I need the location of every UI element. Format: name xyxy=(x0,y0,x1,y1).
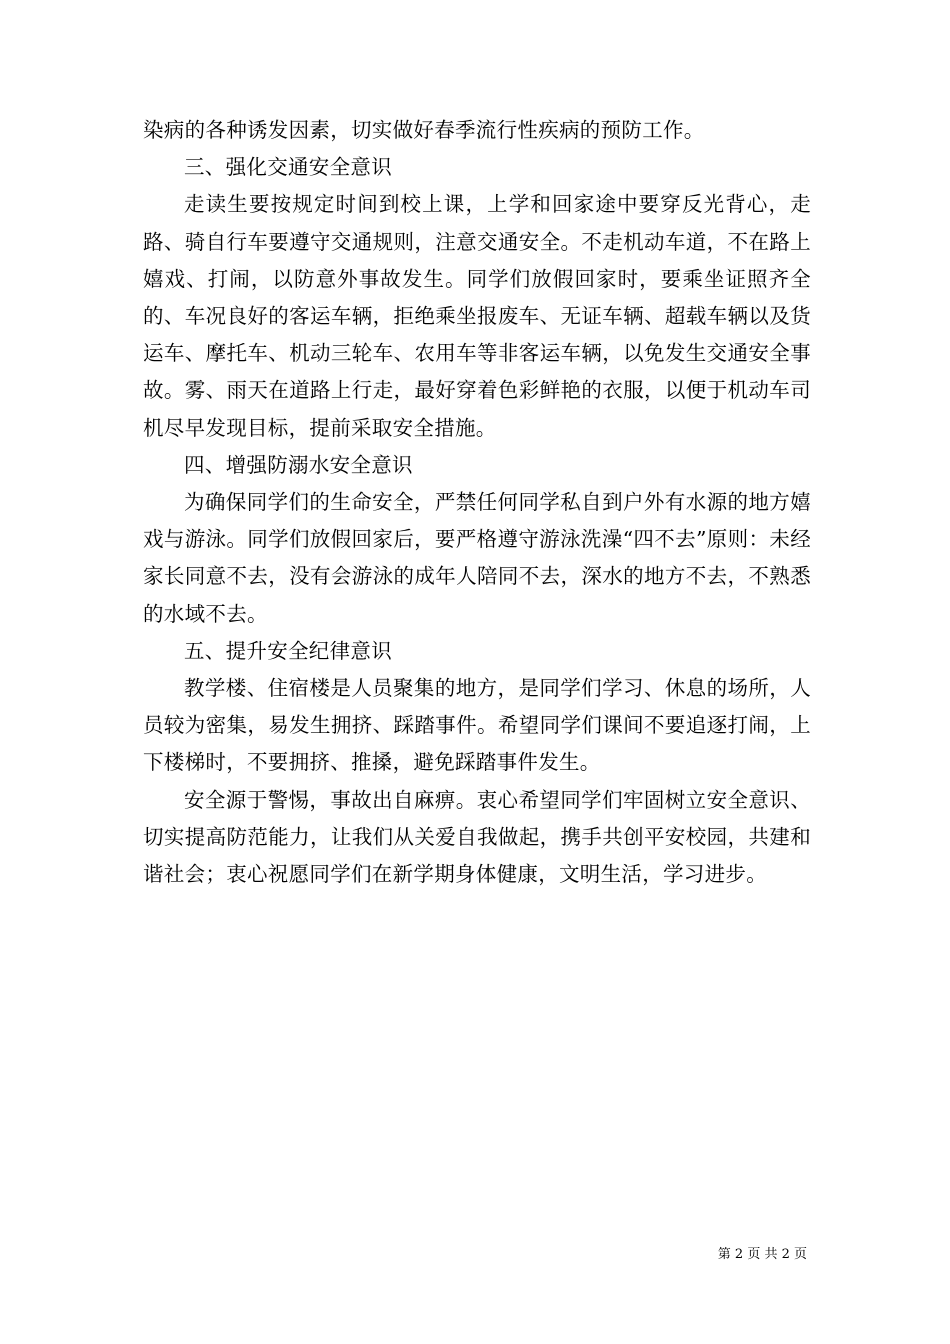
section-heading-traffic-safety: 三、强化交通安全意识 xyxy=(184,155,392,180)
page-number: 第 2 页 共 2 页 xyxy=(717,1247,807,1262)
paragraph-traffic-safety: 走读生要按规定时间到校上课，上学和回家途中要穿反光背心，走路、骑自行车要遵守交通规则，注意交通安全。不走机动车道，不在路上嬉戏、打闹，以防意外事故发生。同学们放假回家时，要乘坐证照齐全的、车况良好的客运车辆，拒绝乘坐报废车、无证车辆、超载车辆以及货运车、摩托车、机动三轮车、农用车等非客运车辆，以免发生交通安全事故。雾、雨天在道路上行走，最好穿着色彩鲜艳的衣服，以便于机动车司机尽早发现目标，提前采取安全措施。 xyxy=(143,192,811,440)
paragraph-discipline-safety: 教学楼、住宿楼是人员聚集的地方，是同学们学习、休息的场所，人员较为密集，易发生拥挤、踩踏事件。希望同学们课间不要追逐打闹，上下楼梯时，不要拥挤、推搡，避免踩踏事件发生。 xyxy=(143,676,811,775)
document-body xyxy=(143,112,811,893)
section-heading-drowning-safety: 四、增强防溺水安全意识 xyxy=(184,452,413,477)
paragraph-drowning-safety: 为确保同学们的生命安全，严禁任何同学私自到户外有水源的地方嬉戏与游泳。同学们放假回家后，要严格遵守游泳洗澡“四不去”原则：未经家长同意不去，没有会游泳的成年人陪同不去，深水的地方不去，不熟悉的水域不去。 xyxy=(143,490,811,626)
paragraph-continuation: 染病的各种诱发因素，切实做好春季流行性疾病的预防工作。 xyxy=(143,118,705,142)
paragraph-closing: 安全源于警惕，事故出自麻痹。衷心希望同学们牢固树立安全意识、切实提高防范能力，让我们从关爱自我做起，携手共创平安校园，共建和谐社会；衷心祝愿同学们在新学期身体健康，文明生活，学习进步。 xyxy=(143,787,811,887)
section-heading-discipline-safety: 五、提升安全纪律意识 xyxy=(184,638,392,663)
